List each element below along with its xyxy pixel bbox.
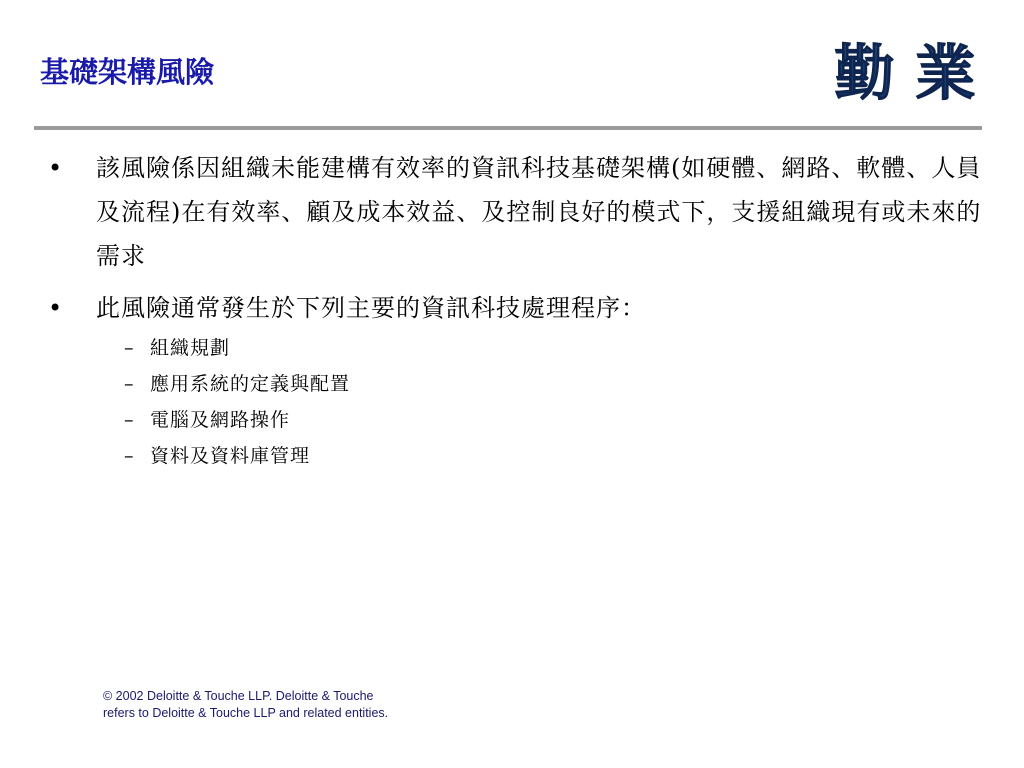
sub-bullet-marker: – bbox=[124, 445, 135, 467]
sub-bullet-text: 應用系統的定義與配置 bbox=[150, 373, 351, 395]
bullet-text: 此風險通常發生於下列主要的資訊科技處理程序： bbox=[96, 294, 646, 322]
bullet-text: 該風險係因組織未能建構有效率的資訊科技基礎架構(如硬體、網路、軟體、人員及流程)在有效率、顧及成本效益、及控制良好的模式下，支援組織現有或未來的需求 bbox=[96, 154, 982, 270]
slide-body bbox=[42, 146, 987, 474]
copyright-line: © 2002 Deloitte & Touche LLP. Deloitte & Touche bbox=[103, 689, 374, 703]
sub-bullet-item bbox=[124, 330, 987, 366]
sub-bullet-text: 資料及資料庫管理 bbox=[150, 445, 311, 467]
sub-bullet-text: 組織規劃 bbox=[150, 337, 231, 359]
bullet-marker: • bbox=[48, 154, 63, 182]
sub-bullet-marker: – bbox=[124, 409, 135, 431]
sub-bullet-marker: – bbox=[124, 337, 135, 359]
company-logo bbox=[826, 34, 984, 110]
sub-bullet-item bbox=[124, 438, 987, 474]
bullet-item bbox=[42, 146, 987, 278]
sub-bullet-text: 電腦及網路操作 bbox=[150, 409, 291, 431]
copyright-line: refers to Deloitte & Touche LLP and related entities. bbox=[103, 706, 389, 720]
bullet-marker: • bbox=[48, 294, 63, 322]
bullet-item bbox=[42, 286, 987, 330]
sub-bullet-item bbox=[124, 402, 987, 438]
page-title: 基礎架構風險 bbox=[40, 55, 215, 89]
sub-bullet-item bbox=[124, 366, 987, 402]
copyright-footer bbox=[103, 688, 388, 722]
svg-text:勤 業: 勤 業 bbox=[834, 39, 976, 109]
sub-bullet-list bbox=[42, 330, 987, 474]
header-divider bbox=[34, 126, 982, 130]
sub-bullet-marker: – bbox=[124, 373, 135, 395]
